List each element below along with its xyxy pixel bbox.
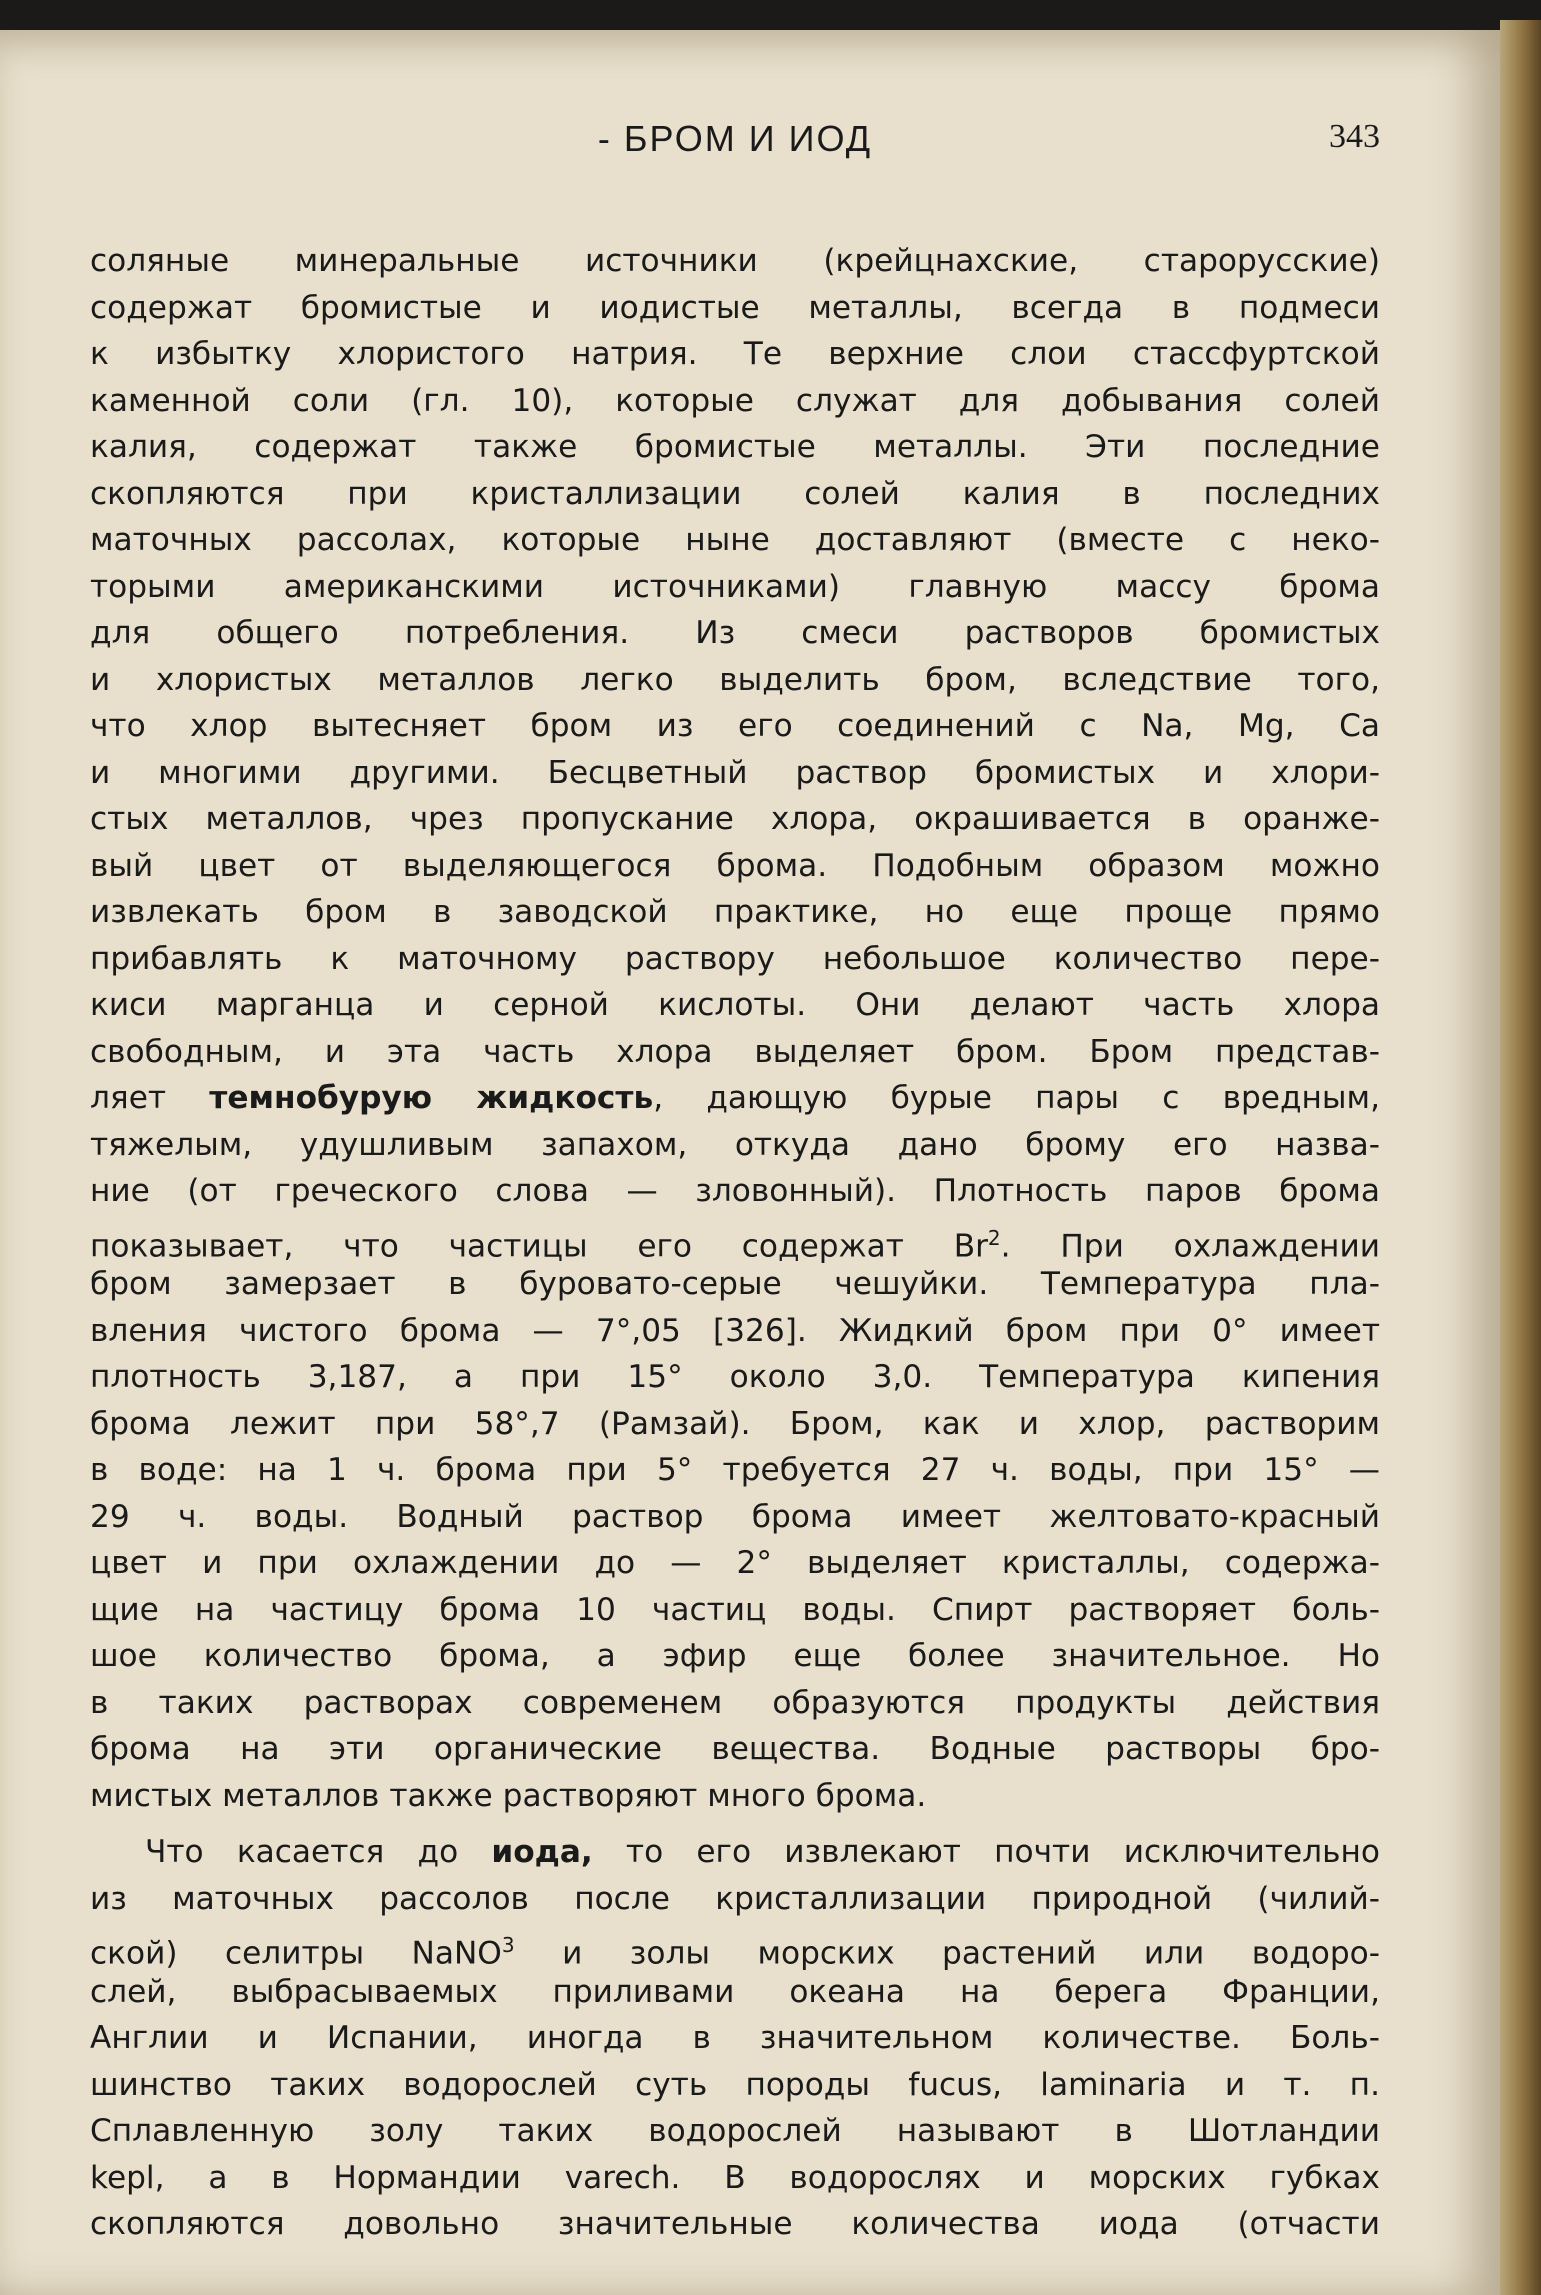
text-fragment: показывает, что частицы его содержат Br — [90, 1227, 988, 1264]
text-line: для общего потребления. Из смеси растворов бромистых — [90, 615, 1380, 651]
paragraph-1 — [90, 238, 1380, 1819]
superscript: 3 — [501, 1933, 515, 1957]
text-line: kepl, а в Нормандии varech. В водорослях и морских губках — [90, 2159, 1380, 2196]
superscript: 2 — [987, 1225, 1001, 1250]
text-line: торыми американскими источниками) главную массу брома — [90, 568, 1380, 605]
text-line: содержат бромистые и иодистые металлы, всегда в подмеси — [90, 289, 1380, 326]
text-line: калия, содержат также бромистые металлы. Эти последние — [90, 429, 1380, 465]
text-line: слей, выбрасываемых приливами океана на берега Франции, — [90, 1973, 1380, 2010]
text-line: и многими другими. Бесцветный раствор бромистых и хлори- — [90, 754, 1380, 791]
text-line: в таких растворах современем образуются продукты действия — [90, 1684, 1380, 1721]
text-line: из маточных рассолов после кристаллизации природной (чилий- — [90, 1880, 1380, 1917]
text-line: тяжелым, удушливым запахом, откуда дано брому его назва- — [90, 1126, 1380, 1163]
text-line: шинство таких водорослей суть породы fucus, laminaria и т. п. — [90, 2066, 1380, 2103]
text-line: стых металлов, чрез пропускание хлора, окрашивается в оранже- — [90, 801, 1380, 837]
text-line: брома на эти органические вещества. Водные растворы бро- — [90, 1731, 1380, 1767]
text-line: ние (от греческого слова — зловонный). Плотность паров брома — [90, 1173, 1380, 1209]
text-line: плотность 3,187, а при 15° около 3,0. Температура кипения — [90, 1359, 1380, 1395]
paragraph-2 — [90, 1829, 1380, 2248]
text-fragment: ской) селитры NaNO — [90, 1935, 502, 1972]
text-line: шое количество брома, а эфир еще более значительное. Но — [90, 1638, 1380, 1674]
text-line-with-superscript — [90, 1215, 1380, 1262]
text-fragment: , дающую бурые пары с вредным, — [653, 1080, 1381, 1116]
text-line-with-superscript — [90, 1922, 1380, 1972]
page-header — [90, 118, 1380, 178]
text-line: каменной соли (гл. 10), которые служат для добывания солей — [90, 382, 1380, 419]
text-line: прибавлять к маточному раствору небольшое количество пере- — [90, 940, 1380, 977]
text-line: в воде: на 1 ч. брома при 5° требуется 27 ч. воды, при 15° — — [90, 1452, 1380, 1488]
text-fragment: то его извлекают почти исключительно — [625, 1834, 1380, 1870]
text-line: бром замерзает в буровато-серые чешуйки. Температура пла- — [90, 1266, 1380, 1302]
text-line: скопляются при кристаллизации солей калия в последних — [90, 475, 1380, 512]
body-text — [90, 238, 1380, 2248]
text-line: маточных рассолах, которые ныне доставляют (вместе с неко- — [90, 522, 1380, 558]
text-line: киси марганца и серной кислоты. Они делают часть хлора — [90, 987, 1380, 1023]
page-number: 343 — [1329, 118, 1380, 155]
text-line-with-bold — [90, 1829, 1380, 1876]
text-line: брома лежит при 58°,7 (Рамзай). Бром, как и хлор, растворим — [90, 1405, 1380, 1442]
bold-term-dark-brown-liquid: темнобурую жидкость — [209, 1080, 654, 1116]
text-line: к избытку хлористого натрия. Те верхние слои стассфуртской — [90, 336, 1380, 372]
text-line: свободным, и эта часть хлора выделяет бром. Бром представ- — [90, 1033, 1380, 1070]
text-line: цвет и при охлаждении до — 2° выделяет кристаллы, содержа- — [90, 1545, 1380, 1581]
text-line: Сплавленную золу таких водорослей называют в Шотландии — [90, 2113, 1380, 2149]
running-head: - БРОМ И ИОД — [597, 118, 873, 159]
text-line: вления чистого брома — 7°,05 [326]. Жидкий бром при 0° имеет — [90, 1312, 1380, 1349]
text-fragment: и золы морских растений или водоро- — [562, 1935, 1380, 1972]
text-line: мистых металлов также растворяют много брома. — [90, 1777, 927, 1814]
text-line: вый цвет от выделяющегося брома. Подобным образом можно — [90, 847, 1380, 884]
text-line: 29 ч. воды. Водный раствор брома имеет желтовато-красный — [90, 1498, 1380, 1535]
text-line: и хлористых металлов легко выделить бром, вследствие того, — [90, 661, 1380, 698]
text-fragment: ляет — [90, 1080, 167, 1116]
text-line: извлекать бром в заводской практике, но еще проще прямо — [90, 894, 1380, 930]
text-line: соляные минеральные источники (крейцнахские, старорусские) — [90, 243, 1380, 279]
bold-term-iodine: иода, — [491, 1834, 593, 1870]
text-line: щие на частицу брома 10 частиц воды. Спирт растворяет боль- — [90, 1591, 1380, 1628]
text-line: Англии и Испании, иногда в значительном количестве. Боль- — [90, 2020, 1380, 2056]
page-stack-edge — [1500, 20, 1541, 2295]
text-line-with-bold — [90, 1075, 1380, 1122]
text-fragment: . При охлаждении — [1000, 1227, 1380, 1264]
text-line: что хлор вытесняет бром из его соединений с Na, Mg, Ca — [90, 708, 1380, 744]
text-fragment: Что касается до — [145, 1834, 459, 1870]
text-line: скопляются довольно значительные количества иода (отчасти — [90, 2206, 1380, 2242]
